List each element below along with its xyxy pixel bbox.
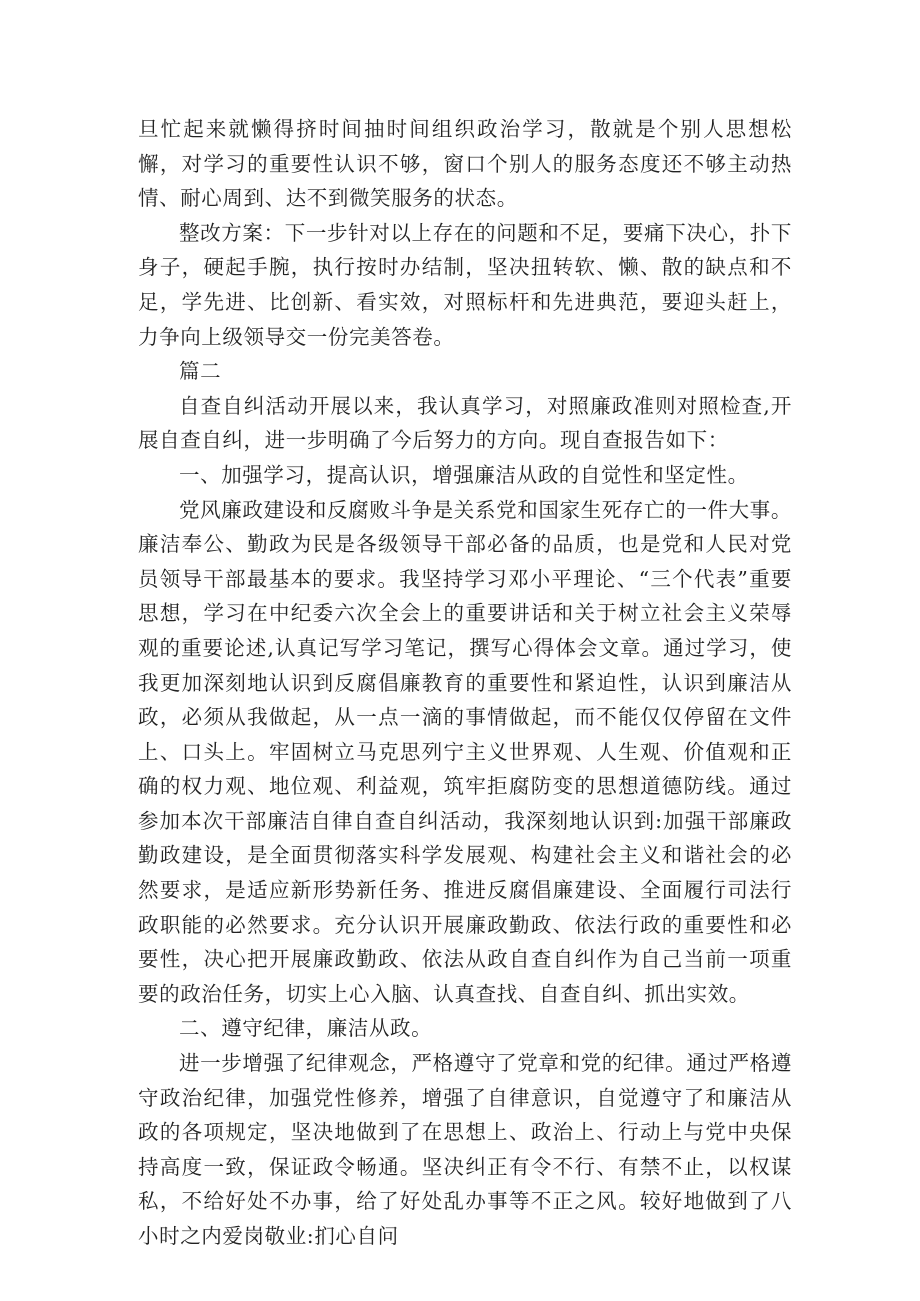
paragraph: 整改方案：下一步针对以上存在的问题和不足，要痛下决心，扑下身子，硬起手腕，执行按时办结制，坚决扭转软、懒、散的缺点和不足，学先进、比创新、看实效，对照标杆和先进典范，要迎头赶上，力争向上级领导交一份完美答卷。 (138, 220, 792, 349)
subsection-heading: 二、遵守纪律，廉洁从政。 (179, 1016, 433, 1041)
document-body (138, 112, 792, 1254)
paragraph: 自查自纠活动开展以来，我认真学习，对照廉政准则对照检查,开展自查自纠，进一步明确了今后努力的方向。现自查报告如下： (138, 393, 792, 453)
paragraph: 进一步增强了纪律观念，严格遵守了党章和党的纪律。通过严格遵守政治纪律，加强党性修养，增强了自律意识，自觉遵守了和廉洁从政的各项规定，坚决地做到了在思想上、政治上、行动上与党中央保持高度一致，保证政令畅通。坚决纠正有令不行、有禁不止，以权谋私，不给好处不办事，给了好处乱办事等不正之风。较好地做到了八小时之内爱岗敬业:扪心自问 (138, 1051, 792, 1248)
paragraph: 旦忙起来就懒得挤时间抽时间组织政治学习，散就是个别人思想松懈，对学习的重要性认识不够，窗口个别人的服务态度还不够主动热情、耐心周到、达不到微笑服务的状态。 (138, 117, 792, 211)
paragraph: 党风廉政建设和反腐败斗争是关系党和国家生死存亡的一件大事。廉洁奉公、勤政为民是各级领导干部必备的品质，也是党和人民对党员领导干部最基本的要求。我坚持学习邓小平理论、“三个代表”重要思想，学习在中纪委六次全会上的重要讲话和关于树立社会主义荣辱观的重要论述,认真记写学习笔记，撰写心得体会文章。通过学习，使我更加深刻地认识到反腐倡廉教育的重要性和紧迫性，认识到廉洁从政，必须从我做起，从一点一滴的事情做起，而不能仅仅停留在文件上、口头上。牢固树立马克思列宁主义世界观、人生观、价值观和正确的权力观、地位观、利益观，筑牢拒腐防变的思想道德防线。通过参加本次干部廉洁自律自查自纠活动，我深刻地认识到:加强干部廉政勤政建设，是全面贯彻落实科学发展观、构建社会主义和谐社会的必然要求，是适应新形势新任务、推进反腐倡廉建设、全面履行司法行政职能的必然要求。充分认识开展廉政勤政、依法行政的重要性和必要性，决心把开展廉政勤政、依法从政自查自纠作为自己当前一项重要的政治任务，切实上心入脑、认真查找、自查自纠、抓出实效。 (138, 497, 792, 1006)
section-heading: 篇二 (179, 359, 222, 384)
subsection-heading: 一、加强学习，提高认识，增强廉洁从政的自觉性和坚定性。 (179, 462, 749, 487)
